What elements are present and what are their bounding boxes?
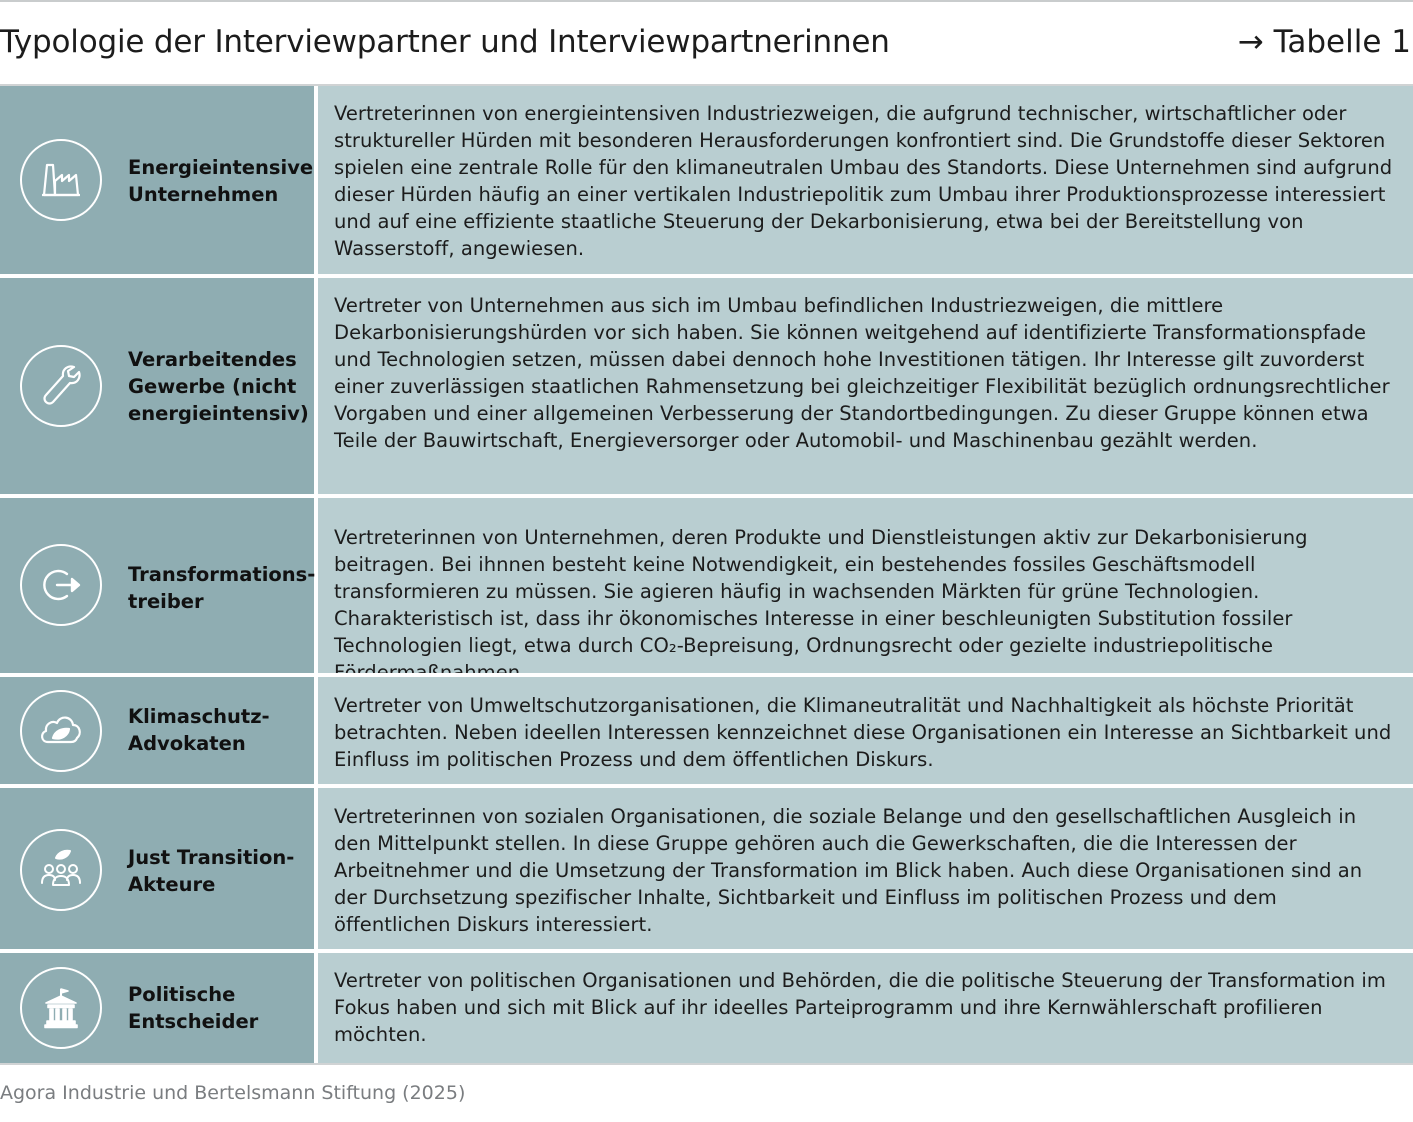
table-row (0, 86, 1413, 274)
table-row (0, 788, 1413, 949)
type-label: Just Transition-Akteure (128, 846, 295, 896)
type-cell (0, 953, 314, 1063)
table-row (0, 677, 1413, 784)
type-label: Verarbeitendes Gewerbe (nicht energieintensiv) (128, 348, 309, 425)
cloud-leaf-icon (20, 690, 102, 772)
table-row (0, 278, 1413, 494)
type-description: Vertreterinnen von Unternehmen, deren Produkte und Dienstleistungen aktiv zur Dekarbonisierung beitragen. Bei ihnnen besteht keine Notwendigkeit, ein bestehendes fossiles Geschäftsmodell transformieren zu müssen. Sie agieren häufig in wachsenden Märkten für grüne Technologien. Charakteristisch ist, dass ihr ökonomisches Interesse in einer beschleunigten Substitution fossiler Technologien liegt, etwa durch CO₂-Bepreisung, Ordnungsrecht oder gezielte industriepolitische (334, 526, 1308, 657)
table-reference: → Tabelle 1 (1237, 24, 1411, 60)
type-description: Vertreter von Unternehmen aus sich im Umbau befindlichen Industriezweigen, die mittlere Dekarbonisierungshürden vor sich haben. Sie können weitgehend auf identifizierte Transformationspfade und Technologien setzen, müssen dabei dennoch hohe Investitionen tätigen. Ihr Interesse gilt zuvorderst einer zuverlässigen staatlichen Rahmensetzung bei gleichzeitiger Flexibilität bezüglich ordnungsrechtlicher Vorgaben und einer allgemeinen Verbesserung der Standortbedingungen. Zu dieser Gruppe können etwa Teile der Bauwirtschaft, Energieversorger oder Automobil- und Maschinenbau gezählt werden. (334, 294, 1390, 452)
factory-icon (20, 139, 102, 221)
type-cell (0, 278, 314, 494)
type-description: Vertreter von politischen Organisationen und Behörden, die die politische Steuerung der Transformation im Fokus haben und sich mit Blick auf ihr ideelles Parteiprogramm und ihre Kernwählerschaft profilieren möchten. (334, 969, 1386, 1046)
table-title: Typologie der Interviewpartner und Interviewpartnerinnen (0, 24, 890, 60)
description-cell (318, 677, 1413, 784)
top-rule (0, 0, 1413, 2)
source-note: Agora Industrie und Bertelsmann Stiftung (2025) (0, 1082, 466, 1104)
type-label: Politische Entscheider (128, 983, 259, 1033)
description-cell (318, 788, 1413, 949)
wrench-icon (20, 345, 102, 427)
type-description: Vertreterinnen von energieintensiven Industriezweigen, die aufgrund technischer, wirtschaftlicher oder struktureller Hürden mit besonderen Herausforderungen konfrontiert sind. Die Grundstoffe dieser Sektoren spielen eine zentrale Rolle für den klimaneutralen Umbau des Standorts. Diese Unternehmen sind aufgrund dieser Hürden häufig an einer vertikalen Industriepolitik zum Umbau ihrer Produktionsprozesse interessiert und auf eine effiziente staatliche Steuerung der Dekarbonisierung, etwa bei der Bereitstellung von Wasserstoff, angewiesen. (334, 102, 1393, 260)
description-cell (318, 278, 1413, 494)
type-description: Vertreter von Umweltschutzorganisationen, die Klimaneutralität und Nachhaltigkeit als höchste Priorität betrachten. Neben ideellen Interessen kennzeichnet diese Organisationen ein Interesse an Sichtbarkeit und Einfluss im politischen Prozess und dem öffentlichen Diskurs. (334, 694, 1392, 771)
type-label: Transformations-treiber (128, 563, 316, 613)
type-label: Klimaschutz-Advokaten (128, 705, 270, 755)
government-building-icon (20, 967, 102, 1049)
description-cell (318, 498, 1413, 673)
table-row (0, 498, 1413, 673)
bottom-rule (0, 1063, 1413, 1065)
table-row (0, 953, 1413, 1063)
type-cell (0, 498, 314, 673)
type-cell (0, 86, 314, 274)
people-leaf-icon (20, 829, 102, 911)
description-cell (318, 86, 1413, 274)
description-cell (318, 953, 1413, 1063)
type-cell (0, 788, 314, 949)
exit-arrow-icon (20, 544, 102, 626)
type-cell (0, 677, 314, 784)
type-label: Energieintensive Unternehmen (128, 156, 314, 206)
type-description: Vertreterinnen von sozialen Organisationen, die soziale Belange und den gesellschaftlichen Ausgleich in den Mittelpunkt stellen. In diese Gruppe gehören auch die Gewerkschaften, die die Interessen der Arbeitnehmer und die Umsetzung der Transformation im Blick haben. Auch diese Organisationen sind an der Durchsetzung spezifischer Inhalte, Sichtbarkeit und Einfluss im politischen Prozess und dem öffentlichen Diskurs interessiert. (334, 805, 1363, 936)
